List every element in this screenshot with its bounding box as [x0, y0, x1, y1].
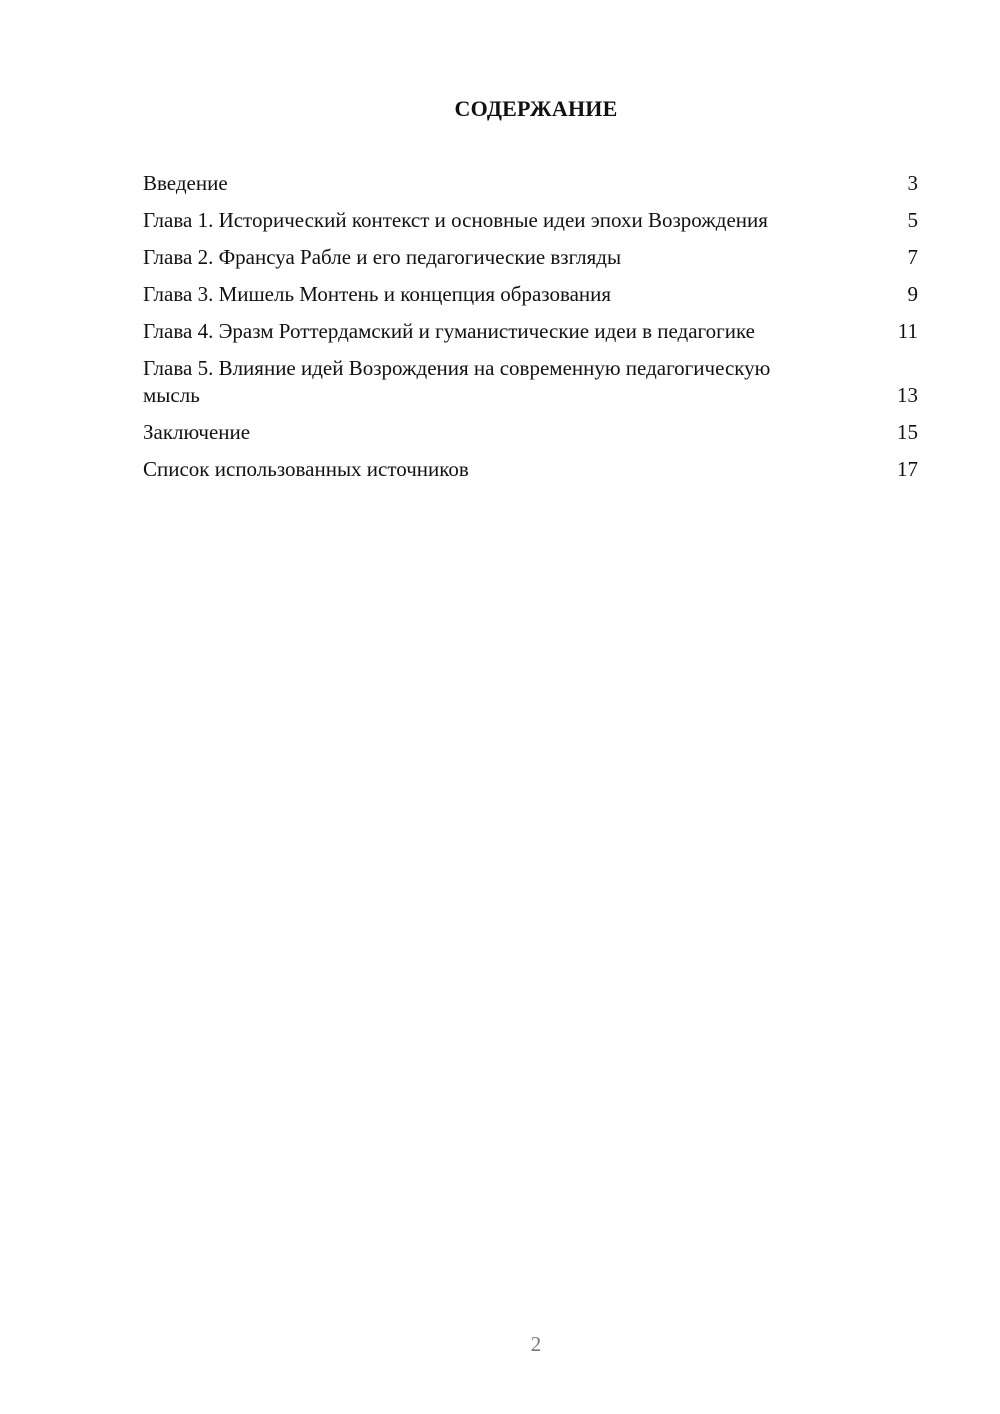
toc-entry-label: Глава 3. Мишель Монтень и концепция образования	[143, 282, 612, 306]
toc-entry-label: Глава 4. Эразм Роттердамский и гуманистические идеи в педагогике	[143, 319, 755, 343]
toc-entry-page: 11	[897, 319, 918, 343]
toc-entry-label: Введение	[143, 171, 228, 195]
toc-entry-page: 9	[907, 282, 918, 306]
toc-entry	[143, 456, 918, 483]
toc-entry	[143, 419, 918, 446]
toc-entry	[143, 244, 918, 271]
toc-entry-label: Глава 1. Исторический контекст и основные идеи эпохи Возрождения	[143, 208, 768, 232]
toc-entry	[143, 170, 918, 197]
toc-entry-page: 7	[907, 245, 918, 269]
page-number: 2	[530, 1332, 542, 1356]
toc-entry	[143, 207, 918, 234]
toc-entry-page: 3	[907, 171, 918, 195]
table-of-contents	[143, 170, 918, 493]
toc-entry-label: Список использованных источников	[143, 457, 469, 481]
toc-entry-label: Глава 2. Франсуа Рабле и его педагогические взгляды	[143, 245, 622, 269]
page-title: СОДЕРЖАНИЕ	[454, 96, 618, 121]
toc-entry-page: 13	[897, 383, 918, 407]
toc-entry	[143, 318, 918, 345]
toc-entry-label: Заключение	[143, 420, 251, 444]
toc-entry	[143, 355, 918, 409]
toc-entry-page: 15	[897, 420, 918, 444]
toc-entry-label: Глава 5. Влияние идей Возрождения на современную педагогическую мысль	[143, 356, 771, 407]
toc-entry-page: 17	[897, 457, 918, 481]
toc-entry	[143, 281, 918, 308]
toc-entry-page: 5	[907, 208, 918, 232]
